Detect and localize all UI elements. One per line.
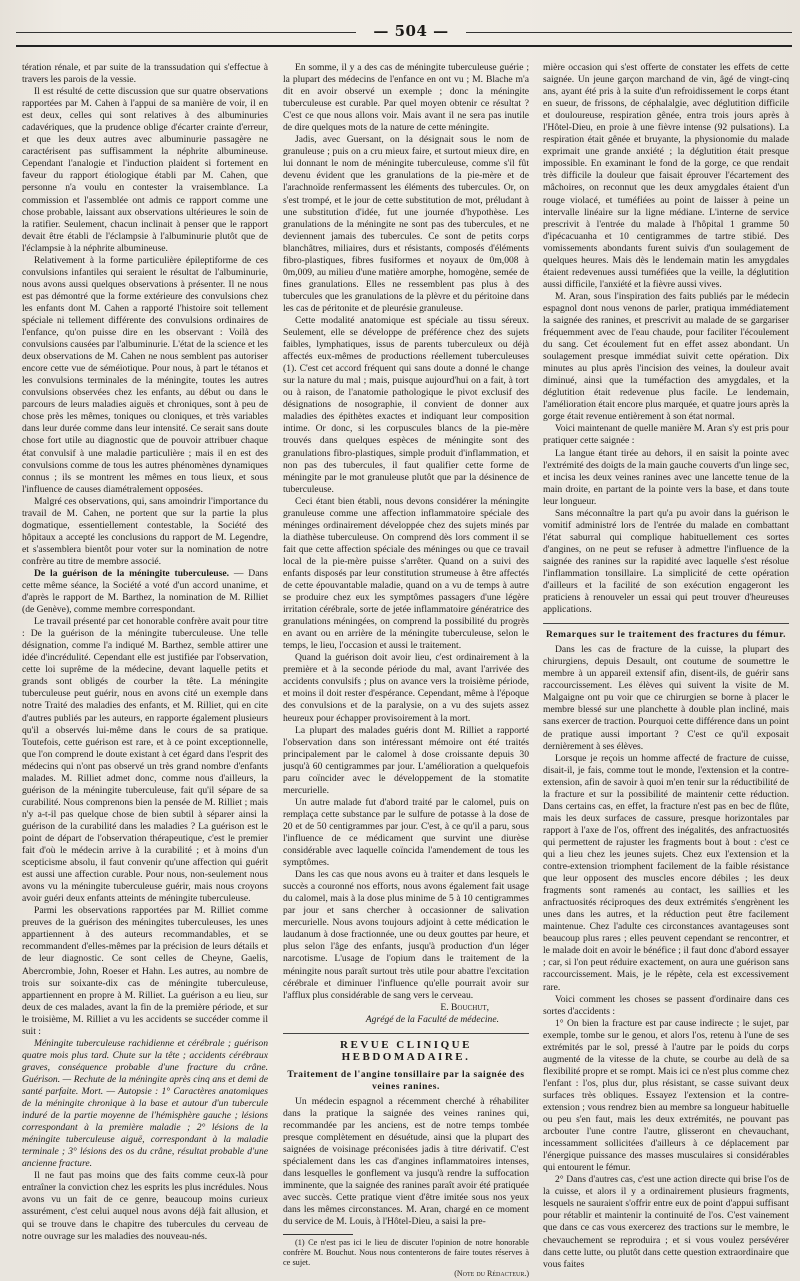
header-rule-right <box>466 32 792 33</box>
section-rule <box>283 1033 529 1034</box>
paragraph: Relativement à la forme particulière épileptiforme de ces convulsions infantiles qui seraient le résultat de l'albuminurie, nous avons aussi quelques observations à présenter. Il ne nous est pas démontré que la forme extérieure des convulsions chez les enfants dont M. Cahen a rapporté l'histoire soit tellement spéciale ni tellement différente des convulsions ordinaires de l'enfance, qu'on puisse dire en les observant : Voilà des convulsions causées par l'albuminurie. L'état de la science et les deux observations de M. Cahen ne nous semblent pas autoriser encore cette vue de séméiotique. Pour nous, à part le tétanos et les convulsions terminales de la méningite, toutes les autres convulsions observées chez les enfants, au début ou dans le parcours de leurs maladies aiguës et chroniques, sont à peu de chose près les mêmes, toniques ou cloniques, et très variables dans leur durée comme dans leur intensité. Ce serait sans doute chose fort utile au diagnostic que de pouvoir attribuer chaque état convulsif à une maladie particulière ; mais il en est des convulsions comme de tous les autres phénomènes dynamiques connus ; ils se montrent les mêmes en tous lieux, et sous l'influence de causes diamétralement opposées. <box>22 254 268 495</box>
paragraph: tération rénale, et par suite de la transsudation qui s'effectue à travers les parois de la vessie. <box>22 62 268 86</box>
page-header <box>16 22 792 44</box>
paragraph-with-heading <box>22 568 268 616</box>
paragraph: En somme, il y a des cas de méningite tuberculeuse guérie ; la plupart des médecins de l'enfance en ont vu ; M. Blache m'a dit en avoir observé un exemple ; donc la méningite tuberculeuse est curable. Par quel moyen obtenir ce résultat ? C'est ce que nous allons voir. Mais avant il ne sera pas inutile de dire quelques mots de la nature de cette méningite. <box>283 62 529 134</box>
paragraph: Le travail présenté par cet honorable confrère avait pour titre : De la guérison de la méningite tuberculeuse. Une telle désignation, comme l'a indiqué M. Barthez, semble attirer une idée d'incrédulité. Cependant elle est justifiée par l'observation, cette loi suprême de la médecine, devant laquelle petits et grands sont obligés de courber la tête. La méningite tuberculeuse peut guérir, nous en avons cité un exemple dans notre Traité des maladies des enfants, et M. Rilliet, qui en cite d'autres publiés par les auteurs, en rapporte également plusieurs qu'il a observés lui-même dans le cours de sa pratique. Toutefois, cette guérison est rare, et à ce point exceptionnelle, que l'on comprend le doute existant à cet égard dans l'esprit des médecins qui n'ont pas observé un très grand nombre d'enfants malades. M. Rilliet admet donc, comme nous d'ailleurs, la guérison de la méningite tuberculeuse, fait qu'il sépare de sa curabilité. Nous comprenons bien la pensée de M. Rilliet ; mais n'y a-t-il pas quelque chose de bien subtil à séparer ainsi la guérison de la curabilité dans les maladies ? La guérison est le point de départ de l'observation thérapeutique, c'est le premier fait d'où le médecin arrive à la curabilité ; et à moins d'un scepticisme absolu, il faut convenir qu'une affection qui guérit est aussi une affection curable. Pour nous, non-seulement nous avons vu la méningite tuberculeuse guérir, mais nous croyons avoir guéri deux enfants atteints de méningite tuberculeuse. <box>22 616 268 905</box>
paragraph: Voici comment les choses se passent d'ordinaire dans ces sortes d'accidents : <box>543 993 789 1017</box>
header-rule-left <box>16 32 356 33</box>
author-signature: E. Bouchut, <box>440 1001 489 1013</box>
section-rule <box>543 623 789 624</box>
paragraph: Voici maintenant de quelle manière M. Aran s'y est pris pour pratiquer cette saignée : <box>543 423 789 447</box>
paragraph: 1° On bien la fracture est par cause indirecte ; le sujet, par exemple, tombe sur le genou, et alors l'os, retenu à l'une de ses extrémités par le sol, pressé à l'autre par le poids du corps augmenté de la vitesse de la chute, se courbe au delà de sa flexibilité propre et se rompt. Mais ici ce n'est plus comme chez l'enfant : l'os, plus dur, plus résistant, se casse suivant deux surfaces très obliques. Essayez l'extension et la contre-extension ; vous rendrez bien au membre sa longueur habituelle ou peu s'en faut, mais les deux extrémités, ne pouvant pas arcbouter l'une contre l'autre, glisseront en chevauchant, incessamment sollicitées d'ailleurs à ce déplacement par l'énergique puissance des masses musculaires si considérables qui entourent le fémur. <box>543 1017 789 1174</box>
article-title: Remarques sur le traitement des fractures du fémur. <box>545 630 787 641</box>
paragraph: M. Aran, sous l'inspiration des faits publiés par le médecin espagnol dont nous venons de parler, pratiqua immédiatement la saignée des ranines, et prescrivit au malade de se gargariser fréquemment avec de l'eau chaude, pour faciliter l'écoulement du sang. Cet écoulement fut en effet assez abondant. Un soulagement presque immédiat suivit cette opération. Dix minutes au plus après l'incision des veines, la douleur avait diminué, ainsi que la tuméfaction des amygdales, et la déglutition était redevenue plus facile. Le lendemain, l'amélioration était encore plus marquée, et quatre jours après la gorge était revenue entièrement à son état normal. <box>543 290 789 423</box>
paragraph: Sans méconnaître la part qu'a pu avoir dans la guérison le vomitif administré lors de l'entrée du malade en combattant l'état saburral qui complique habituellement ces sortes d'angines, on ne peut se refuser à admettre l'influence de la saignée des ranines sur la rapidité avec laquelle s'est résolue l'inflammation tonsillaire. La simplicité de cette opération d'ailleurs et la facilité de son exécution engageront les praticiens à renouveler un essai qui peut trouver d'heureuses applications. <box>543 507 789 616</box>
inline-heading: De la guérison de la méningite tuberculeuse. <box>34 567 229 579</box>
paragraph: Il est résulté de cette discussion que sur quatre observations rapportées par M. Cahen à l'appui de sa manière de voir, il en est deux, celles qui sont relatives à des albuminuries cadavériques, que la prudence oblige d'écarter crainte d'erreur, et que les deux autres avec albuminurie passagère ne caractérisent pas suffisamment la néphrite albumineuse. Cependant l'analogie et l'induction plaident si fortement en faveur du rapport étiologique établi par M. Cahen, que personne n'a voulu en contester la vraisemblance. La commission et l'assemblée ont admis ce rapport comme une chose probable, laissant aux observations ultérieures le soin de la ratifier. Seulement, chacun inclinait à penser que le rapport devait être établi de l'éclampsie à l'albuminurie plutôt que de l'éclampsie à la néphrite albumineuse. <box>22 86 268 254</box>
paragraph: Lorsque je reçois un homme affecté de fracture de cuisse, disait-il, je fais, comme tout le monde, l'extension et la contre-extension, afin de savoir à quoi m'en tenir sur la réductibilité de la fracture et sur la possibilité de maintenir cette réduction. Dans certains cas, en effet, la fracture n'est pas en bec de flûte, mais les deux surfaces de cassure, presque horizontales par rapport à l'axe de l'os, offrent des inégalités, des anfractuosités qui permettent de rajuster les fragments bout à bout : c'est ce qui a lieu chez les jeunes sujets. Chez eux l'extension et la contre-extension triomphent facilement de la faible résistance que leur opposent des muscles encore débiles ; les deux fragments sont ramenés au contact, les saillies et les anfractuosités réciproques des deux extrémités s'engrènent les unes dans les autres, et la réduction peut être facilement maintenue. Chez l'adulte ces circonstances avantageuses sont beaucoup plus rares ; elles peuvent cependant se rencontrer, et le malade doit en avoir le bénéfice ; il faut donc d'abord essayer ; car, si l'on peut réduire exactement, on aura une guérison sans raccourcissement. Mais, je le répète, cela est excessivement rare. <box>543 752 789 993</box>
header-rule-thick <box>16 45 792 47</box>
italic-summary: Méningite tuberculeuse rachidienne et cérébrale ; guérison quatre mois plus tard. Chute sur la tête ; accidents cérébraux graves, conséquence probable d'une fracture du crâne. Guérison. — Rechute de la méningite après cinq ans et demi de santé parfaite. Mort. — Autopsie : 1° Caractères anatomiques de la méningite chronique à la base et autour d'un tubercule induré de la partie moyenne de l'hémisphère gauche ; lésions correspondant à la première maladie ; 2° lésions de la méningite tuberculeuse aiguë, correspondant à la maladie terminale ; 3° lésions des os du crâne, résultat probable d'une ancienne fracture. <box>22 1037 268 1170</box>
paragraph: Dans les cas que nous avons eu à traiter et dans lesquels le succès a couronné nos efforts, nous avons également fait usage du calomel, mais à la dose plus minime de 5 à 10 centigrammes par jour et sans chercher à occasionner de salivation mercurielle. Nous avons toujours adjoint à cette médication le laudanum à dose fractionnée, une ou deux gouttes par heure, et plus selon l'âge des enfants, jusqu'à production d'un léger narcotisme. L'usage de l'opium dans le traitement de la méningite nous paraît surtout très utile pour abattre l'excitation cérébrale et diminuer l'influence qu'elle pourrait avoir sur l'afflux plus considérable de sang vers le cerveau. <box>283 869 529 1001</box>
paragraph: Un médecin espagnol a récemment cherché à réhabiliter dans la pratique la saignée des veines ranines qui, recommandée par les anciens, est de notre temps tombée presque complètement en désuétude, ainsi que la plupart des saignées de voisinage préconisées jadis à titre dérivatif. C'est spécialement dans les cas d'angines inflammatoires intenses, dans lesquelles le gonflement va jusqu'à rendre la suffocation imminente, que la saignée des ranines paraît avoir été pratiquée avec succès. Cette pratique vient d'être imitée sous nos yeux dans les mêmes circonstances. M. Aran, chargé en ce moment du service de M. Louis, à l'Hôtel-Dieu, a saisi la pre- <box>283 1095 529 1228</box>
column-middle <box>283 62 529 1279</box>
paragraph: Jadis, avec Guersant, on la désignait sous le nom de granuleuse ; puis on a cru mieux faire, et surtout mieux dire, en lui donnant le nom de méningite tuberculeuse, comme s'il fût devenu évident que les granulations de la pie-mère et de l'arachnoïde renfermassent les éléments des tubercules. Or, on s'est trompé, et le jour de cette substitution de mot, préludant à une substitution d'idée, fut une journée d'hypothèse. Les granulations de la méningite ne sont pas des tubercules, et ne deviennent jamais des tubercules. Ce sont de petits corps blanchâtres, miliaires, durs et résistants, composés d'éléments fibro-plastiques, fibres fusiformes et noyaux de 0m,008 à 0m,009, au milieu d'une matière amorphe, homogène, semée de fines granulations. Elles ne ressemblent pas plus à des tubercules que les granulations de la plèvre et du péritoine dans les cas de péritonite et de pleurésie granuleuse. <box>283 134 529 314</box>
paragraph: Quand la guérison doit avoir lieu, c'est ordinairement à la première et à la seconde période du mal, avant l'arrivée des accidents convulsifs ; plus on avance vers la troisième période, et moins il doit rester d'espérance. Cependant, même à l'époque des convulsions et de la paralysie, on a vu des sujets assez heureux pour échapper provisoirement à la mort. <box>283 652 529 724</box>
paragraph: La langue étant tirée au dehors, il en saisit la pointe avec l'extrémité des doigts de la main gauche couverts d'un linge sec, et incisa les deux veines ranines avec une lancette tenue de la main droite, en partant de la pointe vers la base, et dans toute leur longueur. <box>543 447 789 507</box>
paragraph: 2° Dans d'autres cas, c'est une action directe qui brise l'os de la cuisse, et alors il y a ordinairement plusieurs fragments, lesquels ne sauraient s'offrir entre eux de point d'appui suffisant pour rétablir et maintenir la continuité de l'os. C'est vainement que dans ce cas vous exercerez des tractions sur le membre, le chevauchement se reproduira ; et si vous voulez persévérer dans cette lutte, ou plutôt dans cette question extraordinaire que vous faites <box>543 1174 789 1270</box>
paragraph-text: — Dans cette même séance, la Société a voté d'un accord unanime, et d'après le rapport de M. Barthez, la nomination de M. Rilliet (de Genève), comme membre correspondant. <box>22 567 269 616</box>
paragraph: Un autre malade fut d'abord traité par le calomel, puis on remplaça cette substance par le sulfure de potasse à la dose de 20 et de 50 centigrammes par jour. C'est, à ce qu'il a paru, sous l'influence de ce médicament que survint une diurèse considérable avec laquelle coïncida l'amendement de tous les symptômes. <box>283 796 529 869</box>
section-heading: REVUE CLINIQUE HEBDOMADAIRE. <box>340 1038 472 1063</box>
paragraph: Parmi les observations rapportées par M. Rilliet comme preuves de la guérison des méningites tuberculeuses, les unes appartiennent à des auteurs recommandables, et se recommandent d'elles-mêmes par la précision de leurs détails et de leur diagnostic. Ce sont celles de Cheyne, Gaelis, Abercrombie, John, Roeser et Hahn. Les autres, au nombre de trois sur soixante-dix cas de méningite tuberculeuse, appartiennent en propre à M. Rilliet. La guérison a eu lieu, sur deux de ces malades, avant la fin de la première période, et sur le troisième, M. Rilliet a vu les accidents se succéder comme il suit : <box>22 905 268 1037</box>
article-title: Traitement de l'angine tonsillaire par la saignée des veines ranines. <box>287 1069 525 1092</box>
footnote-rule <box>283 1234 353 1235</box>
footnote: (1) Ce n'est pas ici le lieu de discuter l'opinion de notre honorable confrère M. Bouchut. Nous nous contenterons de faire toutes réserves à ce sujet. <box>283 1238 529 1268</box>
paragraph: Cette modalité anatomique est spéciale au tissu séreux. Seulement, elle se développe de préférence chez des sujets faibles, lymphatiques, issus de parents tuberculeux ou déjà affectés eux-mêmes de productions réellement tuberculeuses (1). C'est cet accord fréquent qui sans doute a donné le change sur la nature du mal ; mais, puisque aujourd'hui on a fait, à tort ou à raison, de l'anatomie pathologique le pivot exclusif des désignations de nosographie, il convient de donner aux maladies des épithètes exactes et indiquant leur composition intime. Or donc, si les corpuscules blancs de la pie-mère trouvés dans quelques espèces de méningite sont des granulations fibro-plastiques, simple produit d'inflammation, et non pas des tubercules, il faut qualifier cette forme de méningite par le mot granuleuse plutôt que par la désinence de tuberculeuse. <box>283 314 529 495</box>
column-left <box>22 62 269 1242</box>
column-right <box>543 62 789 1270</box>
author-title: Agrégé de la Faculté de médecine. <box>365 1013 499 1025</box>
page-number: — 504 — <box>373 22 449 40</box>
paragraph: Il ne faut pas moins que des faits comme ceux-là pour entraîner la conviction chez les esprits les plus incrédules. Nous avons vu un fait de ce genre, beaucoup moins curieux assurément, c'est celui auquel nous avons déjà fait allusion, et qui se trouve dans le chapitre des tubercules du cerveau de notre ouvrage sur les maladies des nouveau-nés. <box>22 1170 268 1242</box>
paragraph: Dans les cas de fracture de la cuisse, la plupart des chirurgiens, depuis Desault, ont coutume de soumettre le membre à un appareil extensif afin, disent-ils, de guérir sans raccourcissement. Les élèves qui suivent la visite de M. Malgaigne ont pu voir que ce chirurgien se borne à placer le membre blessé sur une planchette à double plan incliné, mais sans exercer de traction. Pourquoi cette différence dans un point de pratique aussi important ? C'est ce qu'il exposait dernièrement à ses élèves. <box>543 644 789 752</box>
footnote-attribution: (Note du Rédacteur.) <box>454 1269 529 1279</box>
paragraph: La plupart des malades guéris dont M. Rilliet a rapporté l'observation dans son intéressant mémoire ont été traités principalement par le calomel à dose croissante depuis 30 jusqu'à 60 centigrammes par jour. L'amélioration a quelquefois paru coïncider avec le développement de la stomatite mercurielle. <box>283 724 529 796</box>
paragraph: mière occasion qui s'est offerte de constater les effets de cette saignée. Un jeune garçon marchand de vin, âgé de vingt-cinq ans, ayant été pris à la suite d'un refroidissement le corps étant en sueur, de frissons, de céphalalgie, avec déglutition difficile et douloureuse, respiration gênée, entra trois jours après à l'Hôtel-Dieu, en proie à une fièvre intense (92 pulsations). La respiration était gênée et bruyante, la physionomie du malade exprimait une grande anxiété ; la déglutition était presque impossible. En examinant le fond de la gorge, ce que rendait très difficile la douleur que faisait éprouver l'écartement des mâchoires, on reconnut que les deux amygdales étaient d'un rouge violacé, et tuméfiées au point de laisser à peine un intervalle linéaire sur la ligne médiane. L'interne de service prescrivit à l'entrée du malade à l'hôpital 1 gramme 50 d'ipécacuanha et 10 centigrammes de tartre stibié. Des vomissements abondants furent suivis d'un soulagement de quelques heures. Mais dès le lendemain matin les amygdales étaient redevenues aussi tuméfiées que la veille, la déglutition aussi difficile, l'anxiété et la fièvre aussi vives. <box>543 62 789 290</box>
paragraph: Malgré ces observations, qui, sans amoindrir l'importance du travail de M. Cahen, ne portent que sur la partie la plus dogmatique, essentiellement contestable, la Société des hôpitaux a accepté les conclusions du rapport de M. Legendre, et s'assemblera bientôt pour voter sur la nomination de notre confrère au titre de membre associé. <box>22 495 268 567</box>
paragraph: Ceci étant bien établi, nous devons considérer la méningite granuleuse comme une affection inflammatoire spéciale des méninges ordinairement développée chez des sujets minés par la diathèse tuberculeuse. On comprend dès lors comment il se fait que cette affection spéciale des méninges ou que ce travail local de la pie-mère puisse s'arrêter. Quand on a suivi des enfants disposés par leur constitution strumeuse à être affectés de cette épouvantable maladie, quand on a vu de temps à autre se produire chez eux les symptômes passagers d'une légère irritation cérébrale, sorte de jetée inflammatoire génératrice des granulations méningées, on comprend la possibilité du progrès en avant ou en arrière de la méningite tuberculeuse, selon le temps, le lieu, l'occasion et aussi le traitement. <box>283 495 529 652</box>
